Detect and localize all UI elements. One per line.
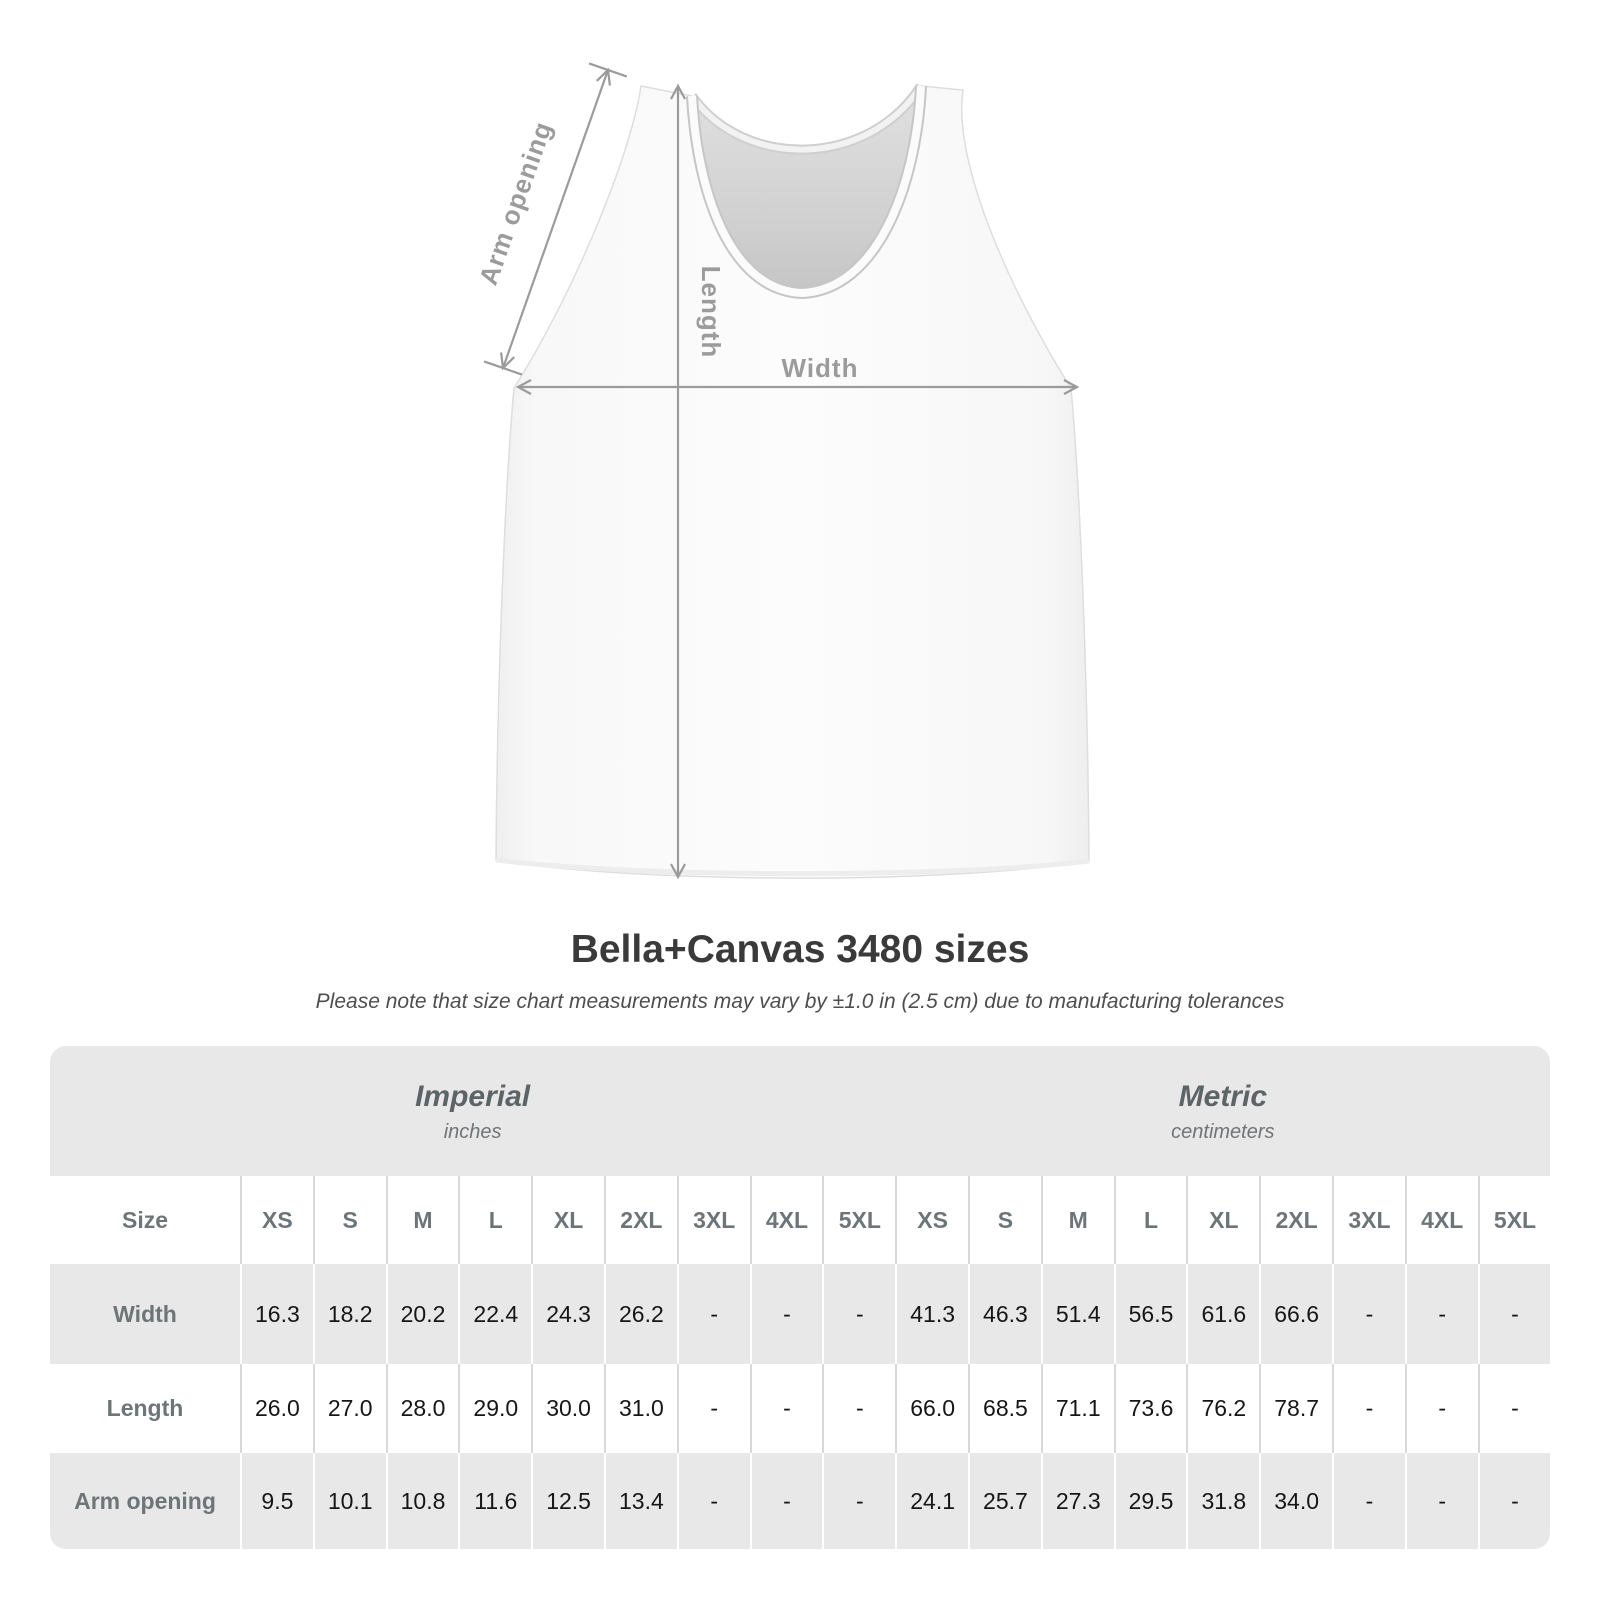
cell: - xyxy=(750,1453,823,1549)
cell: 76.2 xyxy=(1186,1364,1259,1453)
imperial-title: Imperial xyxy=(415,1079,531,1113)
table-row-length xyxy=(50,1364,1550,1453)
row-label-arm-opening: Arm opening xyxy=(50,1453,240,1549)
cell: - xyxy=(677,1264,750,1364)
imperial-subtitle: inches xyxy=(443,1121,502,1144)
row-label-width: Width xyxy=(50,1264,240,1364)
cell: 29.5 xyxy=(1114,1453,1187,1549)
cell: 25.7 xyxy=(968,1453,1041,1549)
metric-band xyxy=(895,1046,1550,1176)
width-label: Width xyxy=(781,353,859,383)
cell: 13.4 xyxy=(604,1453,677,1549)
cell: 20.2 xyxy=(386,1264,459,1364)
cell: 27.0 xyxy=(313,1364,386,1453)
cell: - xyxy=(822,1364,895,1453)
cell: 61.6 xyxy=(1186,1264,1259,1364)
cell: - xyxy=(1332,1453,1405,1549)
cell: 22.4 xyxy=(458,1264,531,1364)
cell: 16.3 xyxy=(240,1264,313,1364)
cell: 24.3 xyxy=(531,1264,604,1364)
cell: 68.5 xyxy=(968,1364,1041,1453)
cell: - xyxy=(1478,1264,1550,1364)
cell: - xyxy=(1478,1364,1550,1453)
cell: - xyxy=(822,1264,895,1364)
cell: - xyxy=(822,1453,895,1549)
size-header-imp-4xl: 4XL xyxy=(750,1176,823,1264)
table-row-arm-opening xyxy=(50,1453,1550,1549)
length-label: Length xyxy=(696,265,726,359)
cell: 51.4 xyxy=(1041,1264,1114,1364)
cell: - xyxy=(1405,1364,1478,1453)
cell: 26.0 xyxy=(240,1364,313,1453)
cell: 78.7 xyxy=(1259,1364,1332,1453)
cell: - xyxy=(1478,1453,1550,1549)
cell: - xyxy=(677,1364,750,1453)
size-header-met-5xl: 5XL xyxy=(1478,1176,1550,1264)
cell: 41.3 xyxy=(895,1264,968,1364)
cell: 31.8 xyxy=(1186,1453,1259,1549)
arm-opening-label: Arm opening xyxy=(472,117,559,289)
size-header-met-4xl: 4XL xyxy=(1405,1176,1478,1264)
size-header-imp-xl: XL xyxy=(531,1176,604,1264)
row-label-length: Length xyxy=(50,1364,240,1453)
cell: 66.0 xyxy=(895,1364,968,1453)
cell: 10.8 xyxy=(386,1453,459,1549)
table-row-width xyxy=(50,1264,1550,1364)
size-column-header: Size xyxy=(50,1176,240,1264)
cell: 31.0 xyxy=(604,1364,677,1453)
cell: - xyxy=(750,1364,823,1453)
cell: - xyxy=(677,1453,750,1549)
page-title: Bella+Canvas 3480 sizes xyxy=(570,928,1030,971)
size-header-met-xl: XL xyxy=(1186,1176,1259,1264)
cell: - xyxy=(750,1264,823,1364)
size-header-row xyxy=(50,1176,1550,1264)
cell: 73.6 xyxy=(1114,1364,1187,1453)
metric-title: Metric xyxy=(1178,1079,1267,1113)
size-header-imp-2xl: 2XL xyxy=(604,1176,677,1264)
size-header-imp-m: M xyxy=(386,1176,459,1264)
cell: 26.2 xyxy=(604,1264,677,1364)
cell: 46.3 xyxy=(968,1264,1041,1364)
cell: 27.3 xyxy=(1041,1453,1114,1549)
cell: - xyxy=(1405,1453,1478,1549)
tolerance-note: Please note that size chart measurements may vary by ±1.0 in (2.5 cm) due to manufacturing tolerances xyxy=(315,990,1285,1013)
size-header-met-3xl: 3XL xyxy=(1332,1176,1405,1264)
cell: 28.0 xyxy=(386,1364,459,1453)
size-header-met-l: L xyxy=(1114,1176,1187,1264)
size-header-met-s: S xyxy=(968,1176,1041,1264)
cell: 29.0 xyxy=(458,1364,531,1453)
size-header-imp-5xl: 5XL xyxy=(822,1176,895,1264)
cell: 30.0 xyxy=(531,1364,604,1453)
size-chart-table xyxy=(50,1046,1550,1549)
unit-band-row xyxy=(50,1046,1550,1176)
cell: 9.5 xyxy=(240,1453,313,1549)
size-header-imp-l: L xyxy=(458,1176,531,1264)
cell: - xyxy=(1405,1264,1478,1364)
metric-subtitle: centimeters xyxy=(1171,1121,1275,1144)
size-header-imp-3xl: 3XL xyxy=(677,1176,750,1264)
size-header-met-xs: XS xyxy=(895,1176,968,1264)
cell: - xyxy=(1332,1364,1405,1453)
size-header-imp-s: S xyxy=(313,1176,386,1264)
cell: 10.1 xyxy=(313,1453,386,1549)
size-header-met-2xl: 2XL xyxy=(1259,1176,1332,1264)
cell: 24.1 xyxy=(895,1453,968,1549)
imperial-band xyxy=(50,1046,895,1176)
cell: 34.0 xyxy=(1259,1453,1332,1549)
cell: 18.2 xyxy=(313,1264,386,1364)
cell: - xyxy=(1332,1264,1405,1364)
size-header-imp-xs: XS xyxy=(240,1176,313,1264)
cell: 12.5 xyxy=(531,1453,604,1549)
cell: 71.1 xyxy=(1041,1364,1114,1453)
cell: 11.6 xyxy=(458,1453,531,1549)
cell: 56.5 xyxy=(1114,1264,1187,1364)
cell: 66.6 xyxy=(1259,1264,1332,1364)
size-header-met-m: M xyxy=(1041,1176,1114,1264)
